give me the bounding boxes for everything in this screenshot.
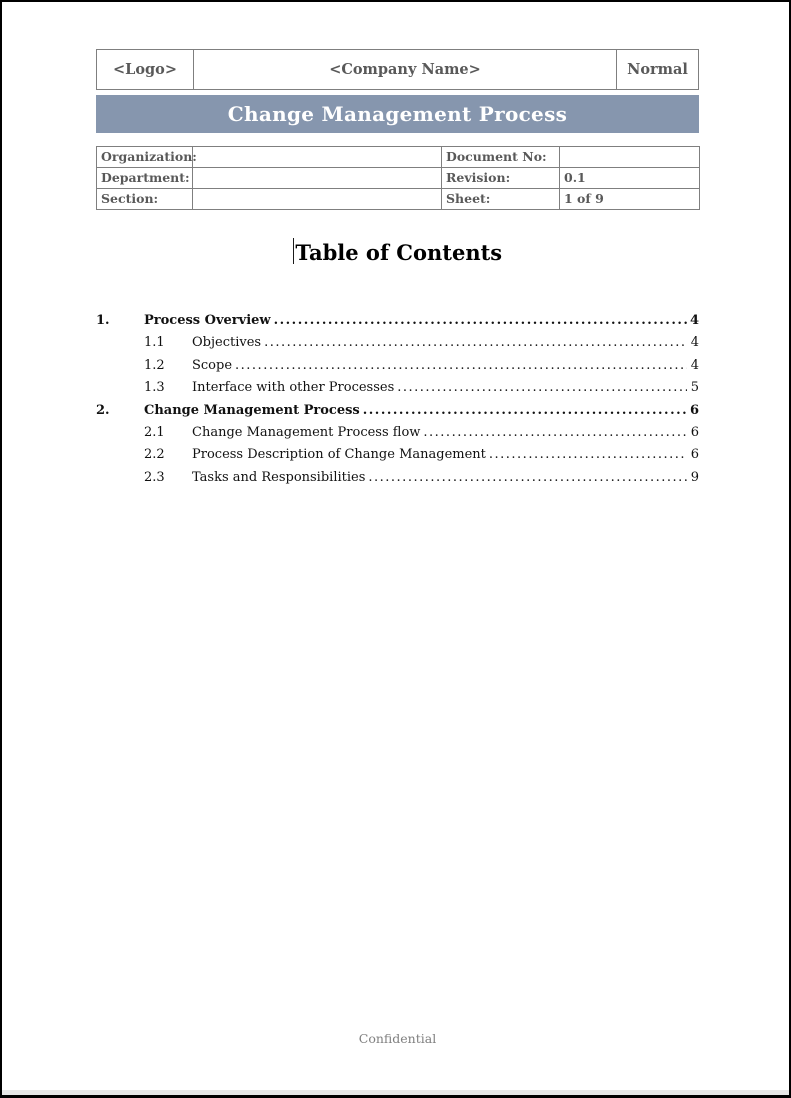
info-row xyxy=(97,168,700,189)
toc-entry-title: Change Management Process flow xyxy=(192,424,421,440)
toc-dot-leader xyxy=(274,313,687,328)
confidential-footer: Confidential xyxy=(358,1031,437,1046)
toc-entry xyxy=(96,380,699,402)
header-row xyxy=(97,50,699,90)
toc-entry-title: Objectives xyxy=(192,335,262,351)
toc-entry-title: Process Overview xyxy=(144,313,271,328)
department-value xyxy=(193,168,442,189)
document-no-label: Document No: xyxy=(442,147,560,168)
toc-dot-leader xyxy=(397,380,687,395)
company-name: <Company Name> xyxy=(194,50,617,90)
section-value xyxy=(193,189,442,210)
toc-entry-number: 2.3 xyxy=(144,469,165,485)
toc-entry-number: 2.1 xyxy=(144,424,165,440)
toc-entry-title: Scope xyxy=(192,357,233,373)
toc-entry-page: 6 xyxy=(690,447,699,463)
toc-dot-leader xyxy=(423,425,687,440)
department-label: Department: xyxy=(97,168,193,189)
toc-entry-number: 2. xyxy=(96,402,110,418)
document-no-value xyxy=(560,147,700,168)
toc-entry-page: 5 xyxy=(690,380,699,396)
toc-entry-number: 1.3 xyxy=(144,380,165,396)
toc-entry-page: 6 xyxy=(689,402,699,418)
toc-entry-number: 1.1 xyxy=(144,335,165,351)
revision-value: 0.1 xyxy=(560,168,700,189)
page-bottom-edge xyxy=(2,1090,789,1095)
toc-entry-number: 1.2 xyxy=(144,357,165,373)
toc-entry-title: Interface with other Processes xyxy=(192,380,395,396)
toc-dot-leader xyxy=(368,470,687,485)
info-row xyxy=(97,189,700,210)
organization-label: Organization: xyxy=(97,147,193,168)
organization-value xyxy=(193,147,442,168)
toc-entry-number: 1. xyxy=(96,313,110,328)
classification-label: Normal xyxy=(617,50,699,90)
logo-placeholder: <Logo> xyxy=(97,50,194,90)
toc-entry-title: Tasks and Responsibilities xyxy=(192,469,366,485)
toc-list xyxy=(96,313,699,492)
toc-dot-leader xyxy=(363,403,687,418)
toc-entry-page: 6 xyxy=(690,424,699,440)
toc-entry xyxy=(96,470,699,492)
toc-entry xyxy=(96,425,699,447)
toc-entry-page: 4 xyxy=(690,357,699,373)
toc-dot-leader xyxy=(489,447,687,462)
toc-entry xyxy=(96,335,699,357)
toc-entry-title: Process Description of Change Management xyxy=(192,447,486,463)
revision-label: Revision: xyxy=(442,168,560,189)
document-title-banner xyxy=(96,95,699,133)
sheet-value: 1 of 9 xyxy=(560,189,700,210)
toc-entry xyxy=(96,358,699,380)
toc-entry xyxy=(96,447,699,469)
toc-heading xyxy=(96,238,699,265)
section-label: Section: xyxy=(97,189,193,210)
toc-entry-page: 9 xyxy=(690,469,699,485)
sheet-label: Sheet: xyxy=(442,189,560,210)
info-row xyxy=(97,147,700,168)
toc-dot-leader xyxy=(264,335,687,350)
document-info-table xyxy=(96,146,700,210)
toc-dot-leader xyxy=(235,358,687,373)
document-title: Change Management Process xyxy=(227,102,568,126)
toc-entry xyxy=(96,313,699,335)
toc-entry-number: 2.2 xyxy=(144,447,165,463)
toc-entry-title: Change Management Process xyxy=(144,402,360,418)
toc-entry-page: 4 xyxy=(689,313,699,328)
document-header-table xyxy=(96,49,699,90)
toc-heading-text: Table of Contents xyxy=(295,240,503,265)
toc-entry xyxy=(96,403,699,425)
toc-entry-page: 4 xyxy=(690,335,699,351)
